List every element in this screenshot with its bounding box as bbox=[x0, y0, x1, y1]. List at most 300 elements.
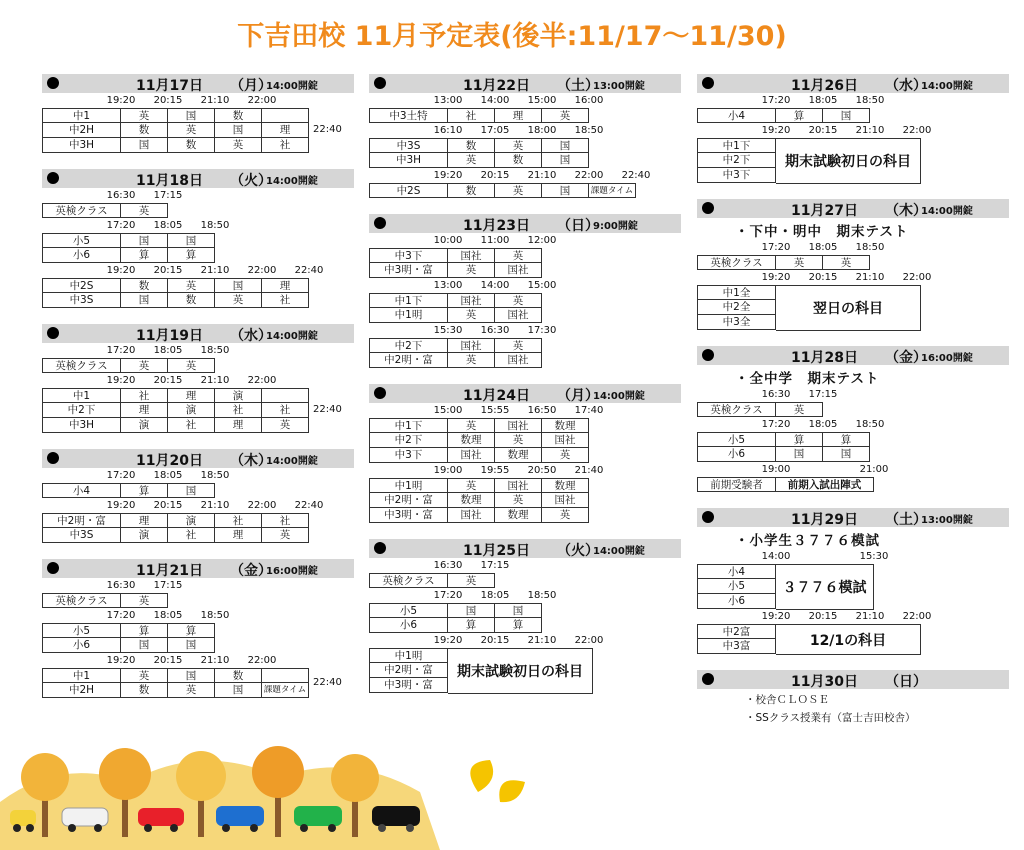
time-block bbox=[697, 95, 1009, 123]
class-label: 英検クラス bbox=[369, 573, 448, 588]
bullet-icon bbox=[47, 327, 59, 339]
subject-cell: 社 bbox=[262, 403, 309, 418]
time-label: 16:30 bbox=[433, 560, 463, 571]
subject-cell: 国 bbox=[168, 483, 215, 498]
subject-cell: 国 bbox=[121, 233, 168, 248]
time-block bbox=[369, 590, 681, 633]
time-block bbox=[369, 125, 681, 168]
time-label: 19:20 bbox=[106, 95, 136, 106]
schedule-row bbox=[369, 183, 681, 198]
time-block bbox=[42, 265, 354, 308]
time-block bbox=[369, 560, 681, 588]
class-label: 中3下 bbox=[369, 248, 448, 263]
subject-cell: 演 bbox=[168, 403, 215, 418]
subject-cell: 国社 bbox=[448, 248, 495, 263]
day-date: 11月18日 bbox=[136, 173, 203, 189]
time-label: 13:00 bbox=[433, 95, 463, 106]
subject-cell: 国 bbox=[448, 603, 495, 618]
day-section bbox=[42, 449, 354, 543]
time-block bbox=[369, 405, 681, 463]
time-label: 18:05 bbox=[153, 470, 183, 481]
class-label: 小4 bbox=[697, 564, 776, 579]
subject-cell: 理 bbox=[495, 108, 542, 123]
day-weekday: （金） bbox=[885, 350, 927, 366]
class-label: 中3S bbox=[42, 528, 121, 543]
subject-cell: 算 bbox=[168, 248, 215, 263]
schedule-rows bbox=[42, 358, 354, 373]
subject-cell: 理 bbox=[262, 123, 309, 138]
time-label: 19:20 bbox=[761, 272, 791, 283]
time-label: 22:00 bbox=[902, 125, 932, 136]
schedule-rows bbox=[369, 573, 681, 588]
bullet-icon bbox=[702, 202, 714, 214]
subject-cell: 国社 bbox=[495, 263, 542, 278]
class-label: 中2下 bbox=[369, 433, 448, 448]
time-block bbox=[697, 125, 1009, 183]
class-label: 中1明 bbox=[369, 648, 448, 663]
day-date: 11月26日 bbox=[791, 78, 858, 94]
subject-cell: 社 bbox=[215, 513, 262, 528]
time-label: 22:40 bbox=[294, 265, 324, 276]
schedule-row bbox=[369, 618, 681, 633]
schedule-row bbox=[42, 528, 354, 543]
schedule-rows bbox=[42, 278, 354, 308]
unlock-time: 16:00開錠 bbox=[921, 353, 973, 364]
merged-subject-cell: 期末試験初日の科目 bbox=[776, 138, 921, 184]
schedule-rows bbox=[42, 233, 354, 263]
class-label: 中2明・富 bbox=[369, 353, 448, 368]
time-label: 19:00 bbox=[433, 465, 463, 476]
subject-cell: 演 bbox=[215, 388, 262, 403]
time-label: 17:20 bbox=[106, 470, 136, 481]
day-date: 11月30日 bbox=[791, 674, 858, 690]
time-label: 21:10 bbox=[200, 95, 230, 106]
schedule-row bbox=[42, 138, 354, 153]
subject-cell: 英 bbox=[121, 358, 168, 373]
subject-cell: 数 bbox=[215, 108, 262, 123]
time-label: 18:50 bbox=[200, 345, 230, 356]
class-label: 中3明・富 bbox=[369, 508, 448, 523]
class-label: 小6 bbox=[697, 594, 776, 609]
day-date: 11月19日 bbox=[136, 328, 203, 344]
day-date: 11月22日 bbox=[463, 78, 530, 94]
day-date: 11月29日 bbox=[791, 512, 858, 528]
subject-cell: 社 bbox=[168, 528, 215, 543]
merged-subject-cell: 期末試験初日の科目 bbox=[448, 648, 593, 694]
subject-cell: 算 bbox=[121, 248, 168, 263]
time-labels bbox=[697, 551, 1009, 564]
ginkgo-leaves-icon bbox=[470, 760, 525, 802]
day-section bbox=[42, 74, 354, 153]
time-label: 18:05 bbox=[808, 242, 838, 253]
subject-cell bbox=[262, 668, 309, 683]
time-labels bbox=[369, 465, 681, 478]
time-label: 18:05 bbox=[808, 95, 838, 106]
subject-cell: 理 bbox=[121, 513, 168, 528]
subject-cell: 国 bbox=[168, 638, 215, 653]
subject-cell: 数理 bbox=[495, 448, 542, 463]
day-event-note: ・小学生３７７６模試 bbox=[735, 533, 880, 549]
time-label: 19:20 bbox=[106, 655, 136, 666]
time-label: 22:00 bbox=[574, 635, 604, 646]
subject-cell: 英 bbox=[542, 108, 589, 123]
task-time-tag: 課題タイム bbox=[262, 683, 309, 698]
schedule-rows bbox=[369, 183, 681, 198]
unlock-time: 14:00開錠 bbox=[921, 81, 973, 92]
time-labels bbox=[369, 235, 681, 248]
day-header bbox=[697, 670, 1009, 689]
subject-cell: 国社 bbox=[495, 353, 542, 368]
subject-cell: 理 bbox=[121, 403, 168, 418]
time-label: 16:30 bbox=[480, 325, 510, 336]
subject-cell: 国 bbox=[776, 447, 823, 462]
class-label: 中3H bbox=[42, 138, 121, 153]
schedule-row bbox=[369, 138, 681, 153]
subject-cell: 算 bbox=[168, 623, 215, 638]
schedule-row bbox=[697, 432, 1009, 447]
schedule-column-2 bbox=[369, 74, 681, 709]
day-date: 11月24日 bbox=[463, 388, 530, 404]
time-block bbox=[42, 220, 354, 263]
day-weekday: （火） bbox=[557, 543, 599, 559]
subject-cell: 数 bbox=[215, 668, 262, 683]
class-label: 中1 bbox=[42, 668, 121, 683]
schedule-row bbox=[369, 418, 681, 433]
time-label: 22:40 bbox=[294, 500, 324, 511]
day-weekday: （土） bbox=[885, 512, 927, 528]
class-label: 英検クラス bbox=[42, 593, 121, 608]
end-time-label: 22:40 bbox=[313, 124, 342, 135]
class-label: 前期受験者 bbox=[697, 477, 776, 492]
time-label: 18:05 bbox=[808, 419, 838, 430]
time-label: 21:00 bbox=[859, 464, 889, 475]
class-label: 中2下 bbox=[369, 338, 448, 353]
subject-cell: 英 bbox=[776, 255, 823, 270]
bullet-icon bbox=[47, 77, 59, 89]
day-weekday: （木） bbox=[885, 203, 927, 219]
subject-cell: 国 bbox=[495, 603, 542, 618]
time-block bbox=[369, 635, 681, 693]
day-weekday: （日） bbox=[557, 218, 599, 234]
bullet-icon bbox=[374, 217, 386, 229]
day-header bbox=[42, 449, 354, 468]
time-label: 16:00 bbox=[574, 95, 604, 106]
class-label: 英検クラス bbox=[42, 203, 121, 218]
time-label: 20:15 bbox=[153, 655, 183, 666]
subject-cell: 英 bbox=[448, 308, 495, 323]
subject-cell: 国 bbox=[823, 447, 870, 462]
subject-cell: 英 bbox=[215, 138, 262, 153]
schedule-rows bbox=[369, 603, 681, 633]
class-label: 中2S bbox=[42, 278, 121, 293]
time-label: 18:05 bbox=[153, 220, 183, 231]
subject-cell: 算 bbox=[121, 483, 168, 498]
time-label: 22:00 bbox=[247, 265, 277, 276]
merged-subject-cell: 翌日の科目 bbox=[776, 285, 921, 331]
time-label: 19:20 bbox=[106, 375, 136, 386]
subject-cell: 英 bbox=[448, 573, 495, 588]
subject-cell: 国 bbox=[168, 233, 215, 248]
subject-cell: 国 bbox=[542, 183, 589, 198]
day-weekday: （土） bbox=[557, 78, 599, 94]
class-label: 小5 bbox=[42, 233, 121, 248]
subject-cell: 英 bbox=[215, 293, 262, 308]
day-weekday: （木） bbox=[230, 453, 272, 469]
schedule-row bbox=[369, 573, 681, 588]
class-label: 中2全 bbox=[697, 300, 776, 315]
subject-cell: 英 bbox=[495, 248, 542, 263]
schedule-row bbox=[369, 263, 681, 278]
class-label: 小6 bbox=[369, 618, 448, 633]
schedule-row bbox=[42, 233, 354, 248]
schedule-rows bbox=[369, 108, 681, 123]
day-header bbox=[42, 324, 354, 343]
bullet-icon bbox=[374, 542, 386, 554]
subject-cell: 演 bbox=[168, 513, 215, 528]
subject-cell: 英 bbox=[168, 123, 215, 138]
day-date: 11月28日 bbox=[791, 350, 858, 366]
subject-cell: 国社 bbox=[542, 433, 589, 448]
schedule-row bbox=[697, 477, 1009, 492]
time-label: 16:30 bbox=[761, 389, 791, 400]
subject-cell: 数 bbox=[121, 683, 168, 698]
time-block bbox=[697, 464, 1009, 492]
bullet-icon bbox=[702, 77, 714, 89]
schedule-row bbox=[42, 403, 354, 418]
subject-cell: 英 bbox=[448, 418, 495, 433]
bullet-icon bbox=[374, 77, 386, 89]
bullet-icon bbox=[702, 349, 714, 361]
class-label: 中2明・富 bbox=[369, 663, 448, 678]
time-label: 18:50 bbox=[527, 590, 557, 601]
schedule-row bbox=[42, 278, 354, 293]
subject-cell: 英 bbox=[121, 203, 168, 218]
time-labels bbox=[369, 280, 681, 293]
time-label: 22:00 bbox=[902, 611, 932, 622]
subject-cell: 社 bbox=[262, 293, 309, 308]
time-block bbox=[42, 655, 354, 698]
time-block bbox=[369, 280, 681, 323]
time-labels bbox=[369, 590, 681, 603]
time-labels bbox=[697, 95, 1009, 108]
time-labels bbox=[42, 470, 354, 483]
time-label: 18:50 bbox=[855, 419, 885, 430]
subject-cell: 理 bbox=[215, 528, 262, 543]
time-label: 19:55 bbox=[480, 465, 510, 476]
merged-subject-cell: 12/1の科目 bbox=[776, 624, 921, 655]
bullet-icon bbox=[47, 172, 59, 184]
time-labels bbox=[42, 220, 354, 233]
schedule-rows bbox=[369, 478, 681, 523]
unlock-time: 16:00開錠 bbox=[266, 566, 318, 577]
class-label: 中2富 bbox=[697, 624, 776, 639]
time-label: 18:50 bbox=[574, 125, 604, 136]
day-event-note: ・下中・明中 期末テスト bbox=[735, 224, 909, 240]
time-label: 17:15 bbox=[153, 190, 183, 201]
day-date: 11月17日 bbox=[136, 78, 203, 94]
subject-cell: 英 bbox=[776, 402, 823, 417]
subject-cell: 英 bbox=[495, 338, 542, 353]
time-label: 15:30 bbox=[433, 325, 463, 336]
time-label: 15:00 bbox=[527, 280, 557, 291]
subject-cell: 国社 bbox=[448, 448, 495, 463]
day-section bbox=[697, 670, 1009, 725]
time-label: 21:10 bbox=[855, 125, 885, 136]
time-label: 17:20 bbox=[433, 590, 463, 601]
time-block bbox=[697, 242, 1009, 270]
subject-cell: 国社 bbox=[448, 508, 495, 523]
time-label: 20:15 bbox=[808, 611, 838, 622]
schedule-row bbox=[42, 638, 354, 653]
time-block bbox=[369, 325, 681, 368]
time-labels bbox=[369, 125, 681, 138]
class-label: 中1下 bbox=[369, 293, 448, 308]
time-block bbox=[697, 611, 1009, 654]
day-note: ・校舎ＣＬＯＳＥ bbox=[745, 694, 829, 706]
day-header bbox=[369, 384, 681, 403]
time-block bbox=[42, 500, 354, 543]
time-label: 16:10 bbox=[433, 125, 463, 136]
class-label: 中2H bbox=[42, 123, 121, 138]
time-block bbox=[697, 551, 1009, 609]
subject-cell: 演 bbox=[121, 528, 168, 543]
schedule-row bbox=[697, 255, 1009, 270]
time-label: 21:10 bbox=[200, 265, 230, 276]
time-label: 14:00 bbox=[480, 280, 510, 291]
class-label: 中2H bbox=[42, 683, 121, 698]
schedule-row bbox=[369, 338, 681, 353]
time-label: 20:15 bbox=[153, 265, 183, 276]
time-label: 22:00 bbox=[247, 95, 277, 106]
time-block bbox=[42, 190, 354, 218]
time-labels bbox=[369, 170, 681, 183]
class-label: 中3全 bbox=[697, 315, 776, 330]
bullet-icon bbox=[47, 452, 59, 464]
schedule-row bbox=[697, 108, 1009, 123]
subject-cell: 前期入試出陣式 bbox=[776, 477, 874, 492]
time-label: 22:40 bbox=[621, 170, 651, 181]
subject-cell: 英 bbox=[121, 593, 168, 608]
subject-cell bbox=[262, 108, 309, 123]
time-label: 14:00 bbox=[761, 551, 791, 562]
class-label: 小5 bbox=[42, 623, 121, 638]
class-label: 中3明・富 bbox=[369, 263, 448, 278]
time-label: 20:50 bbox=[527, 465, 557, 476]
time-label: 18:50 bbox=[855, 95, 885, 106]
unlock-time: 14:00開錠 bbox=[593, 546, 645, 557]
subject-cell: 国 bbox=[215, 683, 262, 698]
time-label: 22:00 bbox=[247, 500, 277, 511]
time-label: 18:50 bbox=[855, 242, 885, 253]
schedule-row bbox=[42, 358, 354, 373]
time-block bbox=[42, 345, 354, 373]
class-label: 中3土特 bbox=[369, 108, 448, 123]
day-weekday: （日） bbox=[885, 674, 927, 690]
time-block bbox=[697, 272, 1009, 330]
subject-cell: 英 bbox=[495, 138, 542, 153]
time-label: 16:50 bbox=[527, 405, 557, 416]
time-label: 15:00 bbox=[433, 405, 463, 416]
subject-cell: 数理 bbox=[542, 418, 589, 433]
schedule-rows bbox=[369, 248, 681, 278]
time-labels bbox=[42, 610, 354, 623]
time-block bbox=[369, 235, 681, 278]
schedule-row bbox=[42, 623, 354, 638]
time-label: 17:40 bbox=[574, 405, 604, 416]
time-label: 17:20 bbox=[106, 610, 136, 621]
time-label: 17:05 bbox=[480, 125, 510, 136]
time-block bbox=[42, 470, 354, 498]
time-labels bbox=[42, 95, 354, 108]
subject-cell: 英 bbox=[121, 108, 168, 123]
time-labels bbox=[42, 190, 354, 203]
class-label: 中3明・富 bbox=[369, 678, 448, 693]
subject-cell: 国社 bbox=[495, 418, 542, 433]
time-block bbox=[42, 375, 354, 433]
time-label: 19:00 bbox=[761, 464, 791, 475]
subject-cell: 英 bbox=[495, 293, 542, 308]
subject-cell: 英 bbox=[542, 448, 589, 463]
day-header bbox=[369, 214, 681, 233]
day-section bbox=[42, 559, 354, 698]
subject-cell: 国 bbox=[542, 153, 589, 168]
subject-cell: 算 bbox=[121, 623, 168, 638]
class-label: 中3H bbox=[369, 153, 448, 168]
schedule-rows bbox=[697, 402, 1009, 417]
class-label: 中1下 bbox=[369, 418, 448, 433]
class-label: 中2S bbox=[369, 183, 448, 198]
class-label: 小6 bbox=[42, 248, 121, 263]
schedule-row bbox=[369, 293, 681, 308]
time-labels bbox=[697, 389, 1009, 402]
time-label: 21:10 bbox=[855, 272, 885, 283]
time-labels bbox=[369, 635, 681, 648]
day-section bbox=[369, 539, 681, 693]
subject-cell: 数 bbox=[168, 293, 215, 308]
time-label: 18:50 bbox=[200, 610, 230, 621]
day-header bbox=[697, 508, 1009, 527]
schedule-row bbox=[369, 308, 681, 323]
subject-cell: 英 bbox=[495, 183, 542, 198]
subject-cell: 国 bbox=[215, 123, 262, 138]
schedule-row bbox=[369, 493, 681, 508]
schedule-row bbox=[42, 293, 354, 308]
bullet-icon bbox=[702, 511, 714, 523]
subject-cell: 数理 bbox=[495, 508, 542, 523]
day-note: ・SSクラス授業有（富士吉田校舎） bbox=[745, 712, 916, 724]
class-label: 中2下 bbox=[42, 403, 121, 418]
day-section bbox=[42, 169, 354, 308]
day-weekday: （金） bbox=[230, 563, 272, 579]
time-labels bbox=[42, 500, 354, 513]
subject-cell: 国 bbox=[121, 138, 168, 153]
class-label: 中3下 bbox=[369, 448, 448, 463]
time-label: 12:00 bbox=[527, 235, 557, 246]
subject-cell: 国社 bbox=[542, 493, 589, 508]
unlock-time: 14:00開錠 bbox=[266, 331, 318, 342]
schedule-rows bbox=[42, 668, 354, 698]
time-label: 20:15 bbox=[153, 500, 183, 511]
time-label: 17:20 bbox=[106, 345, 136, 356]
time-label: 15:30 bbox=[859, 551, 889, 562]
time-labels bbox=[697, 611, 1009, 624]
time-label: 13:00 bbox=[433, 280, 463, 291]
time-block bbox=[42, 580, 354, 608]
schedule-row bbox=[42, 123, 354, 138]
schedule-rows bbox=[697, 138, 1009, 183]
time-label: 17:20 bbox=[106, 220, 136, 231]
subject-cell: 社 bbox=[448, 108, 495, 123]
